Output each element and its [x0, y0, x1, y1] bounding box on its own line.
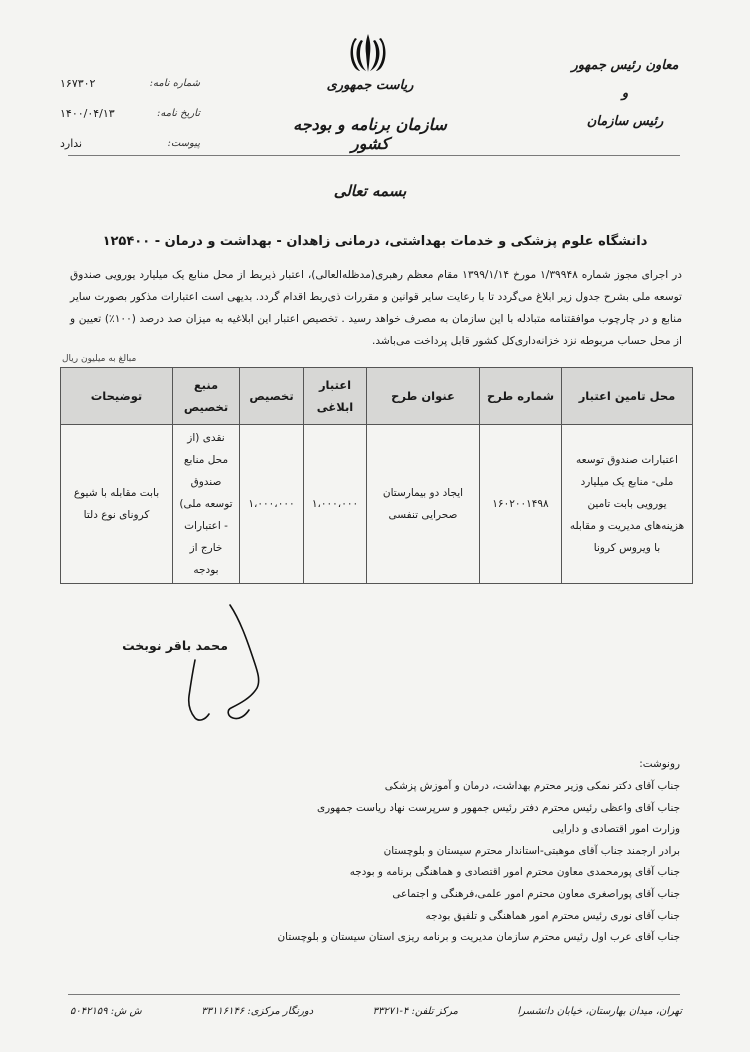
cc-item-6: جناب آقای پوراصغری معاون محترم امور علمی،فرهنگی و اجتماعی — [392, 887, 680, 900]
cc-item-8: جناب آقای عرب اول رئیس محترم سازمان مدیریت و برنامه ریزی استان سیستان و بلوچستان — [277, 931, 680, 944]
header-project-title: عنوان طرح — [367, 368, 480, 425]
cc-item-1: جناب آقای دکتر نمکی وزیر محترم بهداشت، درمان و آموزش پزشکی — [384, 780, 680, 792]
letter-meta — [60, 68, 200, 158]
issuer-title — [550, 52, 700, 136]
iran-emblem-icon — [345, 30, 391, 76]
cell-credit: ۱،۰۰۰،۰۰۰ — [304, 425, 367, 584]
cc-item-2: جناب آقای واعظی رئیس محترم دفتر رئیس جمهور و سرپرست نهاد ریاست جمهوری — [317, 801, 680, 814]
letter-date-value: ۱۴۰۰/۰۴/۱۳ — [60, 106, 115, 120]
letter-body: در اجرای مجوز شماره ۱/۳۹۹۴۸ مورخ ۱۳۹۹/۱/۱۴ مقام معظم رهبری(مدظله‌العالی)، اعتبار ذیربط از محل منابع یک میلیارد یورویی صندوق توسعه ملی بشرح جدول زیر ابلاغ می‌گردد تا با رعایت سایر قوانین و مقررات ذی‌ربط اقدام گردد. بدیهی است اعتبارات مذکور بصورت سایر منابع و در چارچوب موافقتنامه متبادله با این سازمان به مصرف خواهد رسید . تخصیص اعتبار این ابلاغیه به میزان صد درصد (۱۰۰٪) تعیین و از محل حساب مربوطه نزد خزانه‌داری‌کل کشور قابل پرداخت می‌باشد. — [70, 269, 682, 347]
letter-attachment-value: ندارد — [60, 136, 83, 150]
letter-number-label: شماره نامه: — [149, 77, 200, 89]
signatory-name: محمد باقر نوبخت — [122, 638, 228, 653]
table-row — [61, 425, 693, 584]
letter-number-value: ۱۶۷۳۰۲ — [60, 76, 96, 90]
allocation-table — [60, 367, 693, 584]
cell-project-no: ۱۶۰۲۰۰۱۴۹۸ — [480, 425, 562, 584]
header-allocation: تخصیص — [240, 368, 304, 425]
organization-title: سازمان برنامه و بودجه کشور — [293, 115, 447, 153]
presidency-title: ریاست جمهوری — [326, 78, 414, 93]
cc-item-5: جناب آقای پورمحمدی معاون محترم امور اقتصادی و هماهنگی برنامه و بودجه — [349, 866, 680, 879]
footer-phone: مرکز تلفن: ۴-۳۳۲۷۱ — [372, 1006, 458, 1017]
header-divider — [68, 155, 680, 156]
cc-list — [100, 758, 680, 953]
basmala: بسمه تعالی — [333, 182, 407, 200]
header-allocation-source: منبع تخصیص — [173, 368, 240, 425]
letter-attachment-label: پیوست: — [167, 137, 200, 149]
cc-item-3: وزارت امور اقتصادی و دارایی — [552, 823, 680, 836]
footer-fax: دورنگار مرکزی: ۳۳۱۱۶۱۴۶ — [201, 1006, 314, 1017]
footer-divider — [68, 994, 680, 995]
header-project-no: شماره طرح — [480, 368, 562, 425]
signature-mark — [135, 600, 275, 740]
unit-note: مبالغ به میلیون ریال — [62, 354, 137, 364]
cell-allocation: ۱،۰۰۰،۰۰۰ — [240, 425, 304, 584]
cc-item-7: جناب آقای نوری رئیس محترم امور هماهنگی و تلفیق بودجه — [425, 909, 680, 922]
letter-subject: دانشگاه علوم پزشکی و خدمات بهداشتی، درمانی زاهدان - بهداشت و درمان - ۱۲۵۴۰۰ — [102, 234, 648, 249]
issuer-line-1: معاون رئیس جمهور — [571, 58, 679, 73]
footer — [70, 1006, 682, 1017]
letter-date-row — [60, 98, 200, 128]
header-credit: اعتبار ابلاغی — [304, 368, 367, 425]
cc-title: رونوشت: — [639, 758, 680, 770]
cell-description: بابت مقابله با شیوع کرونای نوع دلتا — [61, 425, 173, 584]
issuer-line-2: و — [621, 86, 629, 101]
header-source: محل تامین اعتبار — [562, 368, 693, 425]
footer-address: تهران، میدان بهارستان، خیابان دانشسرا — [517, 1006, 682, 1017]
header-description: توضیحات — [61, 368, 173, 425]
cell-project-title: ایجاد دو بیمارستان صحرایی تنفسی — [367, 425, 480, 584]
letter-attachment-row — [60, 128, 200, 158]
issuer-line-3: رئیس سازمان — [586, 114, 664, 129]
cell-allocation-source: نقدی (از محل منابع صندوق توسعه ملی) - اعتبارات خارج از بودجه — [173, 425, 240, 584]
letter-number-row — [60, 68, 200, 98]
footer-postal: ش ش: ۵۰۴۲۱۵۹ — [70, 1006, 142, 1017]
cc-item-4: برادر ارجمند جناب آقای موهبتی-استاندار محترم سیستان و بلوچستان — [383, 844, 680, 857]
table-header-row — [61, 368, 693, 425]
cell-source: اعتبارات صندوق توسعه ملی- منابع یک میلیارد یورویی بابت تامین هزینه‌های مدیریت و مقابله با ویروس کرونا — [562, 425, 693, 584]
letter-date-label: تاریخ نامه: — [157, 107, 200, 119]
